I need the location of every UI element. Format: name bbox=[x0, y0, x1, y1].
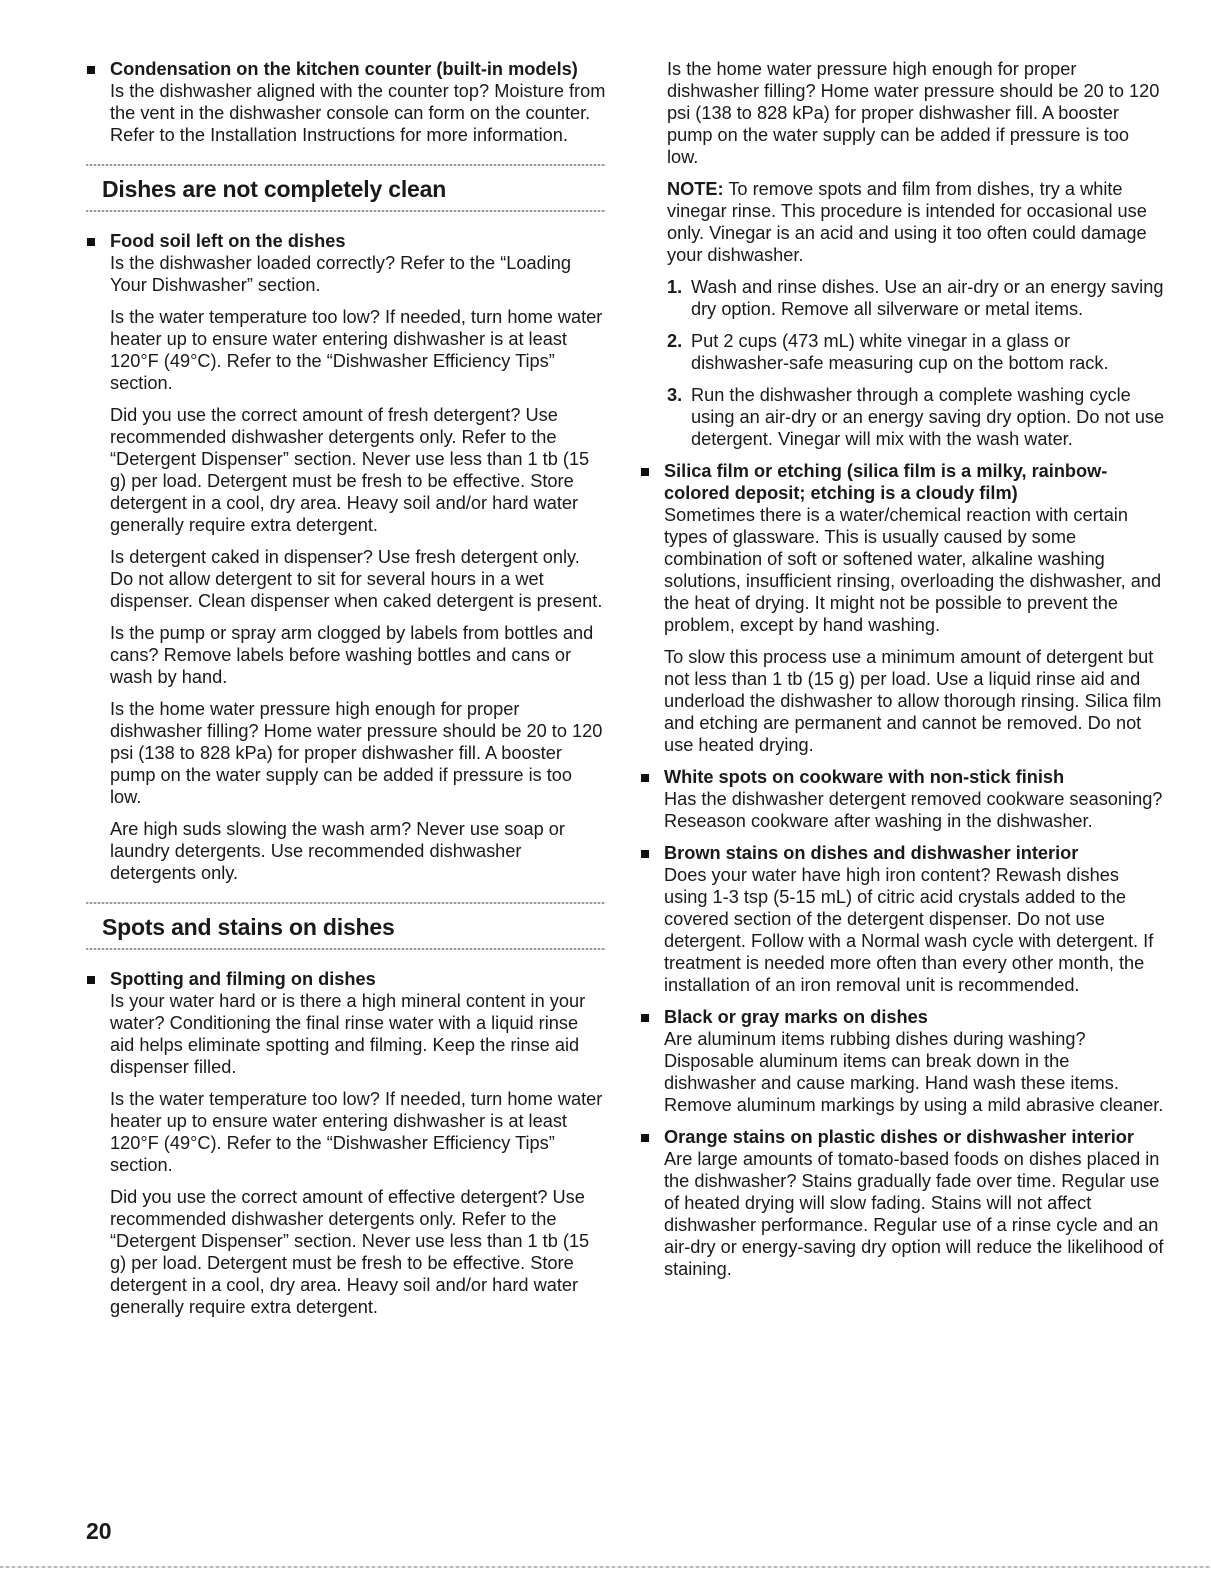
step-text: Put 2 cups (473 mL) white vinegar in a glass or dishwasher-safe measuring cup on the bottom rack. bbox=[691, 331, 1109, 373]
troubleshooting-item-food-soil bbox=[86, 230, 606, 884]
right-column bbox=[640, 58, 1165, 1290]
item-paragraph: To slow this process use a minimum amount of detergent but not less than 1 tb (15 g) per load. Use a liquid rinse aid and underload the dishwasher to allow thorough rinsing. Silica film and etching are permanent and cannot be removed. Do not use heated drying. bbox=[664, 647, 1162, 755]
item-paragraph: Are aluminum items rubbing dishes during washing? Disposable aluminum items can break down in the dishwasher and cause marking. Hand wash these items. Remove aluminum markings by using a mild abrasive cleaner. bbox=[664, 1029, 1164, 1115]
section-title: Spots and stains on dishes bbox=[102, 914, 395, 940]
bullet-icon bbox=[641, 1134, 649, 1142]
step-item bbox=[667, 384, 1165, 450]
item-paragraph: Is your water hard or is there a high mineral content in your water? Conditioning the final rinse water with a liquid rinse aid helps eliminate spotting and filming. Keep the rinse aid dispenser filled. bbox=[110, 991, 586, 1077]
troubleshooting-item-orange-stains bbox=[640, 1126, 1165, 1280]
item-paragraph: Sometimes there is a water/chemical reaction with certain types of glassware. This is usually caused by some combination of soft or softened water, alkaline washing solutions, insufficient rinsing, overloading the dishwasher, and the heat of drying. It might not be possible to prevent the problem, except by hand washing. bbox=[664, 505, 1162, 635]
troubleshooting-item-white-spots bbox=[640, 766, 1165, 832]
bullet-icon bbox=[87, 976, 95, 984]
item-paragraph: Is the dishwasher loaded correctly? Refer to the “Loading Your Dishwasher” section. bbox=[110, 253, 572, 295]
item-paragraph: Is detergent caked in dispenser? Use fresh detergent only. Do not allow detergent to sit for several hours in a wet dispenser. Clean dispenser when caked detergent is present. bbox=[110, 547, 603, 611]
page-bottom-divider bbox=[0, 1566, 1211, 1568]
item-paragraph: Are large amounts of tomato-based foods on dishes placed in the dishwasher? Stains gradually fade over time. Regular use of heated drying will slow fading. Stains will not affect dishwasher performance. Regular use of a rinse cycle and an air-dry or energy-saving dry option will reduce the likelihood of staining. bbox=[664, 1149, 1164, 1279]
section-divider bbox=[86, 210, 606, 212]
step-number: 3. bbox=[667, 385, 683, 405]
step-number: 1. bbox=[667, 277, 683, 297]
troubleshooting-item-condensation bbox=[86, 58, 606, 146]
step-item bbox=[667, 330, 1165, 374]
step-text: Wash and rinse dishes. Use an air-dry or an energy saving dry option. Remove all silverware or metal items. bbox=[691, 277, 1164, 319]
bullet-icon bbox=[641, 468, 649, 476]
section-title: Dishes are not completely clean bbox=[102, 176, 447, 202]
item-paragraph: Is the pump or spray arm clogged by labels from bottles and cans? Remove labels before washing bottles and cans or wash by hand. bbox=[110, 623, 594, 687]
item-paragraph: Is the dishwasher aligned with the counter top? Moisture from the vent in the dishwasher console can form on the counter. Refer to the Installation Instructions for more information. bbox=[110, 81, 606, 145]
item-title: White spots on cookware with non-stick finish bbox=[664, 767, 1065, 787]
item-title: Black or gray marks on dishes bbox=[664, 1007, 928, 1027]
item-paragraph: Is the water temperature too low? If needed, turn home water heater up to ensure water entering dishwasher is at least 120°F (49°C). Refer to the “Dishwasher Efficiency Tips” section. bbox=[110, 307, 603, 393]
item-paragraph: Are high suds slowing the wash arm? Never use soap or laundry detergents. Use recommended dishwasher detergents only. bbox=[110, 819, 565, 883]
item-paragraph: Is the home water pressure high enough for proper dishwasher filling? Home water pressure should be 20 to 120 psi (138 to 828 kPa) for proper dishwasher fill. A booster pump on the water supply can be added if pressure is too low. bbox=[110, 699, 603, 807]
step-number: 2. bbox=[667, 331, 683, 351]
section-divider bbox=[86, 164, 606, 166]
troubleshooting-item-silica-film bbox=[640, 460, 1165, 756]
vinegar-rinse-steps bbox=[667, 276, 1165, 450]
section-divider bbox=[86, 902, 606, 904]
item-title: Food soil left on the dishes bbox=[110, 231, 346, 251]
step-item bbox=[667, 276, 1165, 320]
page-number: 20 bbox=[86, 1518, 112, 1544]
section-divider bbox=[86, 948, 606, 950]
section-header-spots-and-stains bbox=[86, 902, 606, 950]
water-pressure-paragraph: Is the home water pressure high enough for proper dishwasher filling? Home water pressure should be 20 to 120 psi (138 to 828 kPa) for proper dishwasher fill. A booster pump on the water supply can be added if pressure is too low. bbox=[667, 59, 1160, 167]
bullet-icon bbox=[87, 66, 95, 74]
item-title: Condensation on the kitchen counter (built-in models) bbox=[110, 59, 578, 79]
section-header-dishes-not-clean bbox=[86, 164, 606, 212]
item-title: Silica film or etching (silica film is a milky, rainbow-colored deposit; etching is a cloudy film) bbox=[664, 461, 1108, 503]
bullet-icon bbox=[641, 1014, 649, 1022]
item-title: Spotting and filming on dishes bbox=[110, 969, 376, 989]
note-label: NOTE: bbox=[667, 179, 724, 199]
troubleshooting-item-spotting-filming bbox=[86, 968, 606, 1318]
item-paragraph: Has the dishwasher detergent removed cookware seasoning? Reseason cookware after washing in the dishwasher. bbox=[664, 789, 1163, 831]
item-paragraph: Did you use the correct amount of effective detergent? Use recommended dishwasher detergents only. Refer to the “Detergent Dispenser” section. Never use less than 1 tb (15 g) per load. Detergent must be fresh to be effective. Store detergent in a cool, dry area. Heavy soil and/or hard water generally require extra detergent. bbox=[110, 1187, 590, 1317]
note-paragraph bbox=[667, 178, 1165, 266]
item-title: Brown stains on dishes and dishwasher interior bbox=[664, 843, 1079, 863]
item-paragraph: Does your water have high iron content? Rewash dishes using 1-3 tsp (5-15 mL) of citric acid crystals added to the covered section of the detergent dispenser. Do not use detergent. Follow with a Normal wash cycle with detergent. If treatment is needed more often than every other month, the installation of an iron removal unit is recommended. bbox=[664, 865, 1154, 995]
step-text: Run the dishwasher through a complete washing cycle using an air-dry or an energy saving dry option. Do not use detergent. Vinegar will mix with the wash water. bbox=[691, 385, 1165, 449]
item-paragraph: Did you use the correct amount of fresh detergent? Use recommended dishwasher detergents only. Refer to the “Detergent Dispenser” section. Never use less than 1 tb (15 g) per load. Detergent must be fresh to be effective. Store detergent in a cool, dry area. Heavy soil and/or hard water generally require extra detergent. bbox=[110, 405, 590, 535]
item-title: Orange stains on plastic dishes or dishwasher interior bbox=[664, 1127, 1134, 1147]
bullet-icon bbox=[87, 238, 95, 246]
bullet-icon bbox=[641, 850, 649, 858]
item-paragraph: Is the water temperature too low? If needed, turn home water heater up to ensure water entering dishwasher is at least 120°F (49°C). Refer to the “Dishwasher Efficiency Tips” section. bbox=[110, 1089, 603, 1175]
bullet-icon bbox=[641, 774, 649, 782]
troubleshooting-item-black-gray-marks bbox=[640, 1006, 1165, 1116]
note-text: To remove spots and film from dishes, try a white vinegar rinse. This procedure is intended for occasional use only. Vinegar is an acid and using it too often could damage your dishwasher. bbox=[667, 179, 1147, 265]
left-column bbox=[86, 58, 606, 1328]
troubleshooting-item-brown-stains bbox=[640, 842, 1165, 996]
